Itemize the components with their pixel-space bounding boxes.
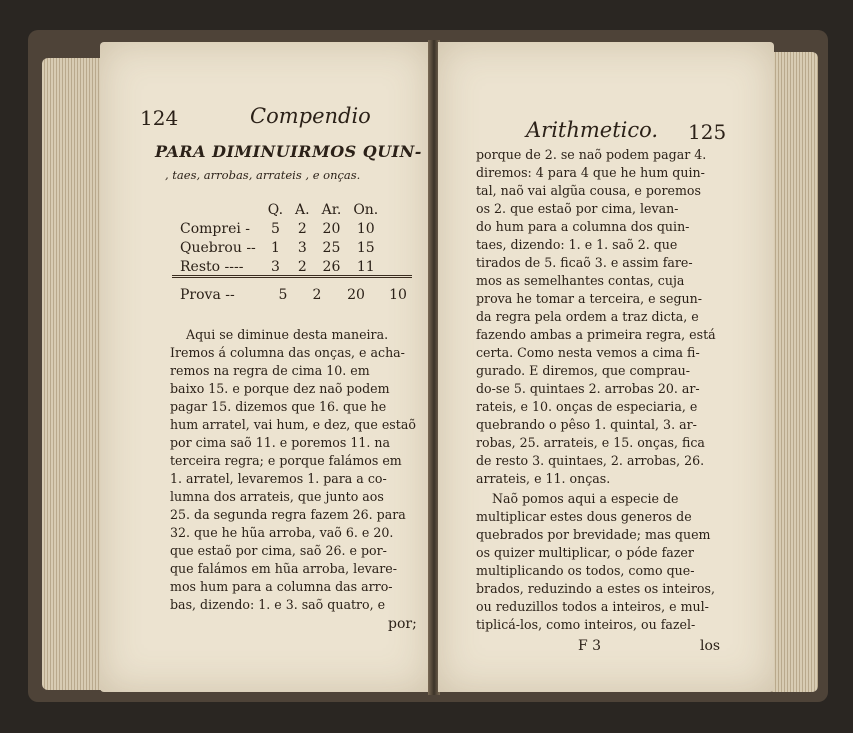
prova-value: 10 (389, 287, 407, 303)
table-divider (172, 275, 412, 278)
text-line: fazendo ambas a primeira regra, está (476, 327, 716, 342)
page-edges-left (42, 58, 102, 690)
left-page-number: 124 (140, 106, 179, 130)
right-running-head: Arithmetico. (526, 118, 659, 142)
prova-value: 5 (278, 287, 288, 303)
text-line: quebrando o pêso 1. quintal, 3. ar- (476, 417, 697, 432)
text-line: tirados de 5. ficaõ 3. e assim fare- (476, 255, 693, 270)
right-catchword: los (700, 638, 721, 654)
subtraction-table (180, 200, 384, 276)
table-cell: 3 (297, 239, 307, 256)
text-line: prova he tomar a terceira, e segun- (476, 291, 702, 306)
table-header-row (180, 200, 384, 219)
text-line: brados, reduzindo a estes os inteiros, (476, 581, 715, 596)
text-line: remos na regra de cima 10. em (170, 363, 370, 378)
table-cell: 2 (297, 258, 307, 275)
prova-value: 20 (347, 287, 365, 303)
text-line: tal, naõ vai algũa cousa, e poremos (476, 183, 701, 198)
text-line: que estaõ por cima, saõ 26. e por- (170, 543, 387, 558)
text-line: gurado. E diremos, que comprau- (476, 363, 691, 378)
text-line: bas, dizendo: 1. e 3. saõ quatro, e (170, 597, 386, 612)
text-line: certa. Como nesta vemos a cima fi- (476, 345, 700, 360)
table-cell: 5 (270, 220, 280, 237)
table-header: A. (295, 201, 310, 218)
left-paragraph (170, 326, 420, 614)
text-line: de resto 3. quintaes, 2. arrobas, 26. (476, 453, 705, 468)
table-cell: 2 (297, 220, 307, 237)
section-title: PARA DIMINUIRMOS QUIN- (155, 142, 422, 161)
table-cell: 25 (322, 239, 341, 256)
text-line: que falámos em hũa arroba, levare- (170, 561, 397, 576)
text-line: os quizer multiplicar, o póde fazer (476, 545, 694, 560)
text-line: multiplicar estes dous generos de (476, 509, 692, 524)
table-cell: Comprei - (180, 220, 251, 237)
table-row (180, 238, 384, 257)
text-line: mos hum para a columna das arro- (170, 579, 393, 594)
text-line: robas, 25. arrateis, e 15. onças, fica (476, 435, 705, 450)
right-page (438, 42, 774, 692)
text-line: por cima saõ 11. e poremos 11. na (170, 435, 391, 450)
text-line: porque de 2. se naõ podem pagar 4. (476, 147, 707, 162)
left-page (100, 42, 430, 692)
table-cell: 10 (356, 220, 375, 237)
text-line: 1. arratel, levaremos 1. para a co- (170, 471, 387, 486)
table-cell: 1 (270, 239, 280, 256)
text-line: 32. que he hũa arroba, vaõ 6. e 20. (170, 525, 394, 540)
text-line: mos as semelhantes contas, cuja (476, 273, 685, 288)
table-row (180, 257, 384, 276)
table-header: Ar. (321, 201, 342, 218)
text-line: terceira regra; e porque falámos em (170, 453, 402, 468)
left-running-head: Compendio (250, 104, 371, 128)
table-cell: 20 (322, 220, 341, 237)
section-subtitle: , taes, arrobas, arrateis , e onças. (165, 168, 361, 182)
left-catchword: por; (388, 616, 417, 632)
text-line: da regra pela ordem a traz dicta, e (476, 309, 699, 324)
text-line: rateis, e 10. onças de especiaria, e (476, 399, 698, 414)
text-line: taes, dizendo: 1. e 1. saõ 2. que (476, 237, 678, 252)
prova-row (180, 287, 418, 303)
text-line: hum arratel, vai hum, e dez, que estaõ (170, 417, 416, 432)
text-line: quebrados por brevidade; mas quem (476, 527, 711, 542)
text-line: pagar 15. dizemos que 16. que he (170, 399, 387, 414)
signature-mark: F 3 (578, 638, 602, 654)
text-line: Iremos á columna das onças, e acha- (170, 345, 405, 360)
text-line: 25. da segunda regra fazem 26. para (170, 507, 406, 522)
table-cell: Quebrou -- (180, 239, 256, 256)
table-header: Q. (267, 201, 284, 218)
prova-label: Prova -- (180, 287, 235, 303)
text-line: diremos: 4 para 4 que he hum quin- (476, 165, 705, 180)
table-cell: Resto ---- (180, 258, 244, 275)
text-line: do-se 5. quintaes 2. arrobas 20. ar- (476, 381, 700, 396)
text-line: Naõ pomos aqui a especie de (492, 491, 679, 506)
table-cell: 3 (270, 258, 280, 275)
right-paragraph-2 (476, 490, 738, 634)
table-cell: 11 (356, 258, 375, 275)
text-line: do hum para a columna dos quin- (476, 219, 690, 234)
table-row (180, 219, 384, 238)
table-header (180, 200, 262, 219)
text-line: ou reduzillos todos a inteiros, e mul- (476, 599, 709, 614)
table-cell: 15 (356, 239, 375, 256)
text-line: multiplicando os todos, como que- (476, 563, 695, 578)
table-cell: 26 (322, 258, 341, 275)
text-line: arrateis, e 11. onças. (476, 471, 611, 486)
page-edges-right (772, 52, 818, 692)
right-paragraph-1 (476, 146, 738, 488)
text-line: baixo 15. e porque dez naõ podem (170, 381, 390, 396)
text-line: os 2. que estaõ por cima, levan- (476, 201, 679, 216)
text-line: tiplicá-los, como inteiros, ou fazel- (476, 617, 696, 632)
text-line: Aqui se diminue desta maneira. (186, 327, 389, 342)
right-page-number: 125 (688, 120, 727, 144)
prova-value: 2 (312, 287, 322, 303)
table-header: On. (353, 201, 379, 218)
text-line: lumna dos arrateis, que junto aos (170, 489, 384, 504)
